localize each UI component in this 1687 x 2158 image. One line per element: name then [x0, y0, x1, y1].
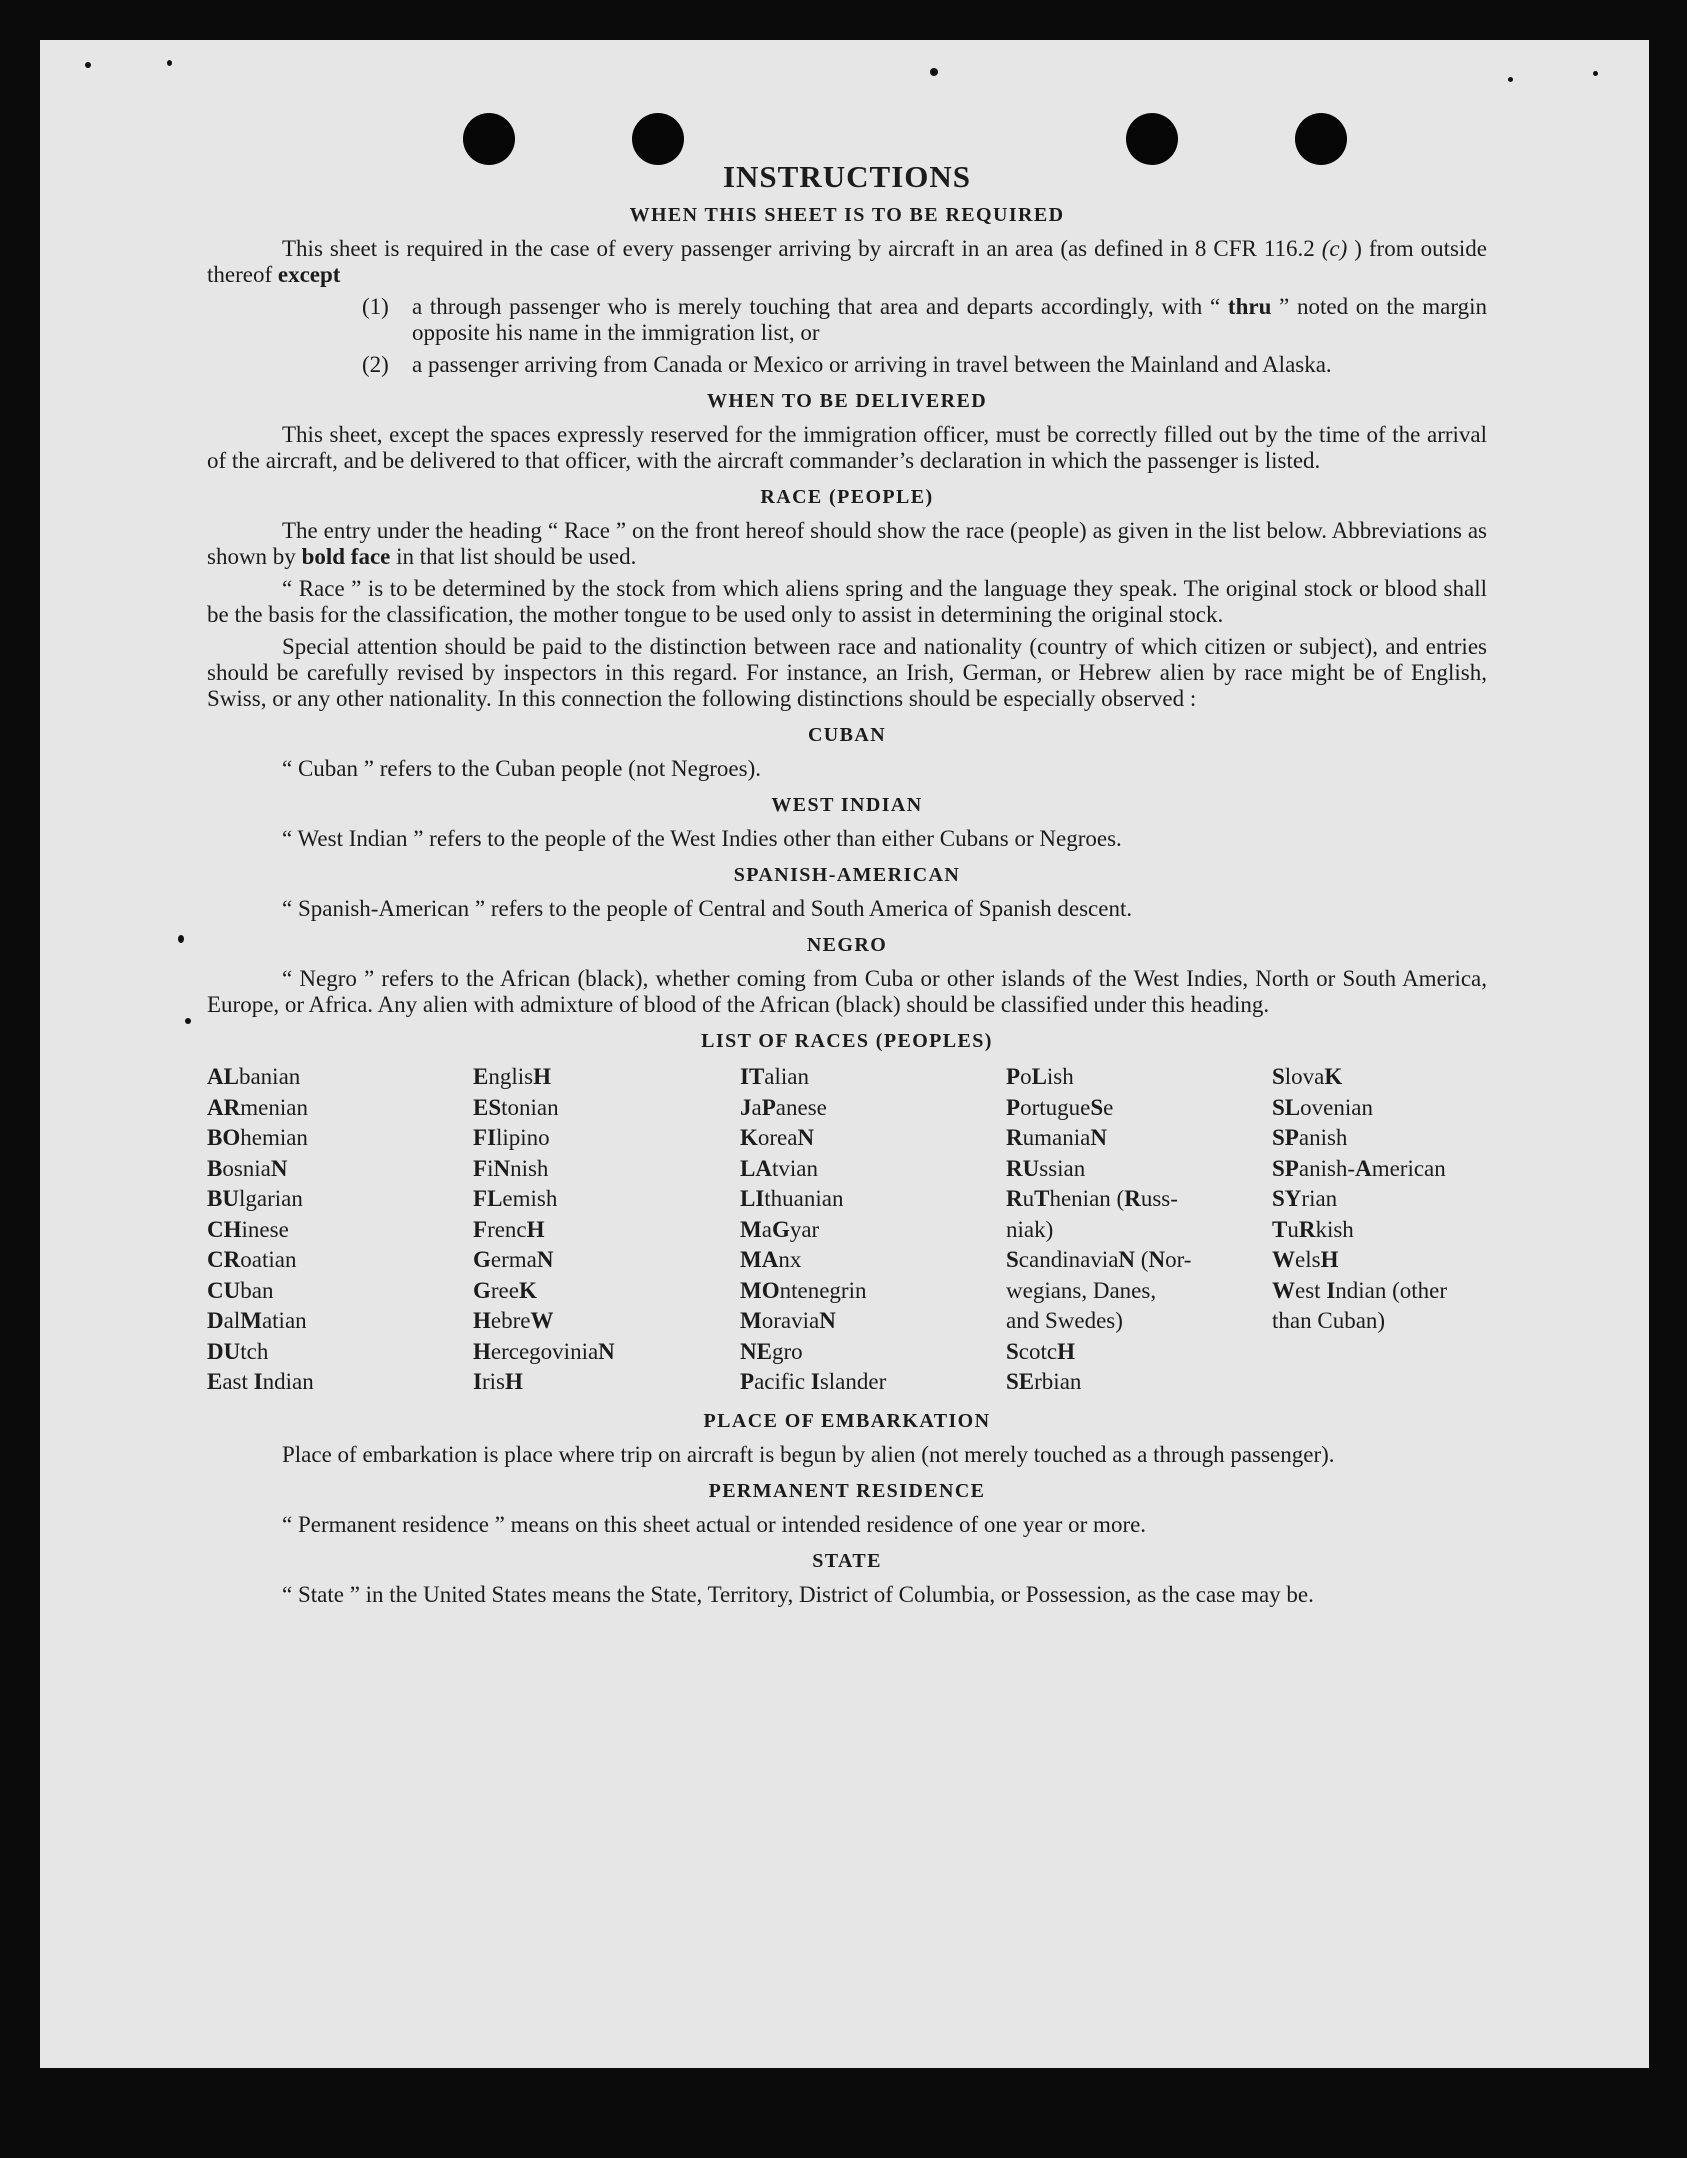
speck	[178, 935, 184, 943]
section-heading: PERMANENT RESIDENCE	[708, 1479, 986, 1502]
race-entry: niak)	[1006, 1216, 1054, 1242]
text: thru	[1227, 294, 1272, 319]
race-entry: ITalian	[740, 1064, 809, 1089]
race-entry: HercegoviniaN	[473, 1338, 615, 1364]
paragraph: This sheet, except the spaces expressly reserved for the immigration officer, must be correctly filled out by the time of the arrival of the aircraft, and be delivered to that officer, with the aircraft commander’s declaration in which the passenger is listed.	[207, 422, 1487, 473]
speck	[185, 1018, 191, 1024]
race-entry: SPanish	[1272, 1125, 1348, 1150]
race-entry: Pacific Islander	[740, 1369, 887, 1394]
section-heading: WHEN THIS SHEET IS TO BE REQUIRED	[629, 204, 1065, 226]
paragraph: “ Negro ” refers to the African (black), whether coming from Cuba or other islands of the West Indies, North or South America, Europe, or Africa. Any alien with admixture of blood of the African (black) should be classified under this heading.	[207, 966, 1487, 1017]
race-column	[1006, 1062, 1272, 1398]
race-entry: East Indian	[207, 1369, 314, 1394]
race-entry: MaGyar	[740, 1216, 820, 1242]
race-entry: RUssian	[1006, 1155, 1086, 1181]
race-entry: SlovaK	[1272, 1064, 1343, 1089]
section-heading: NEGRO	[806, 934, 888, 956]
race-entry: LIthuanian	[740, 1186, 844, 1211]
race-entry: LAtvian	[740, 1155, 818, 1181]
required-intro	[207, 236, 1487, 288]
item-number: (1)	[362, 294, 389, 319]
speck	[930, 68, 938, 76]
race-entry: RumaniaN	[1006, 1125, 1107, 1150]
item-text	[412, 294, 1487, 346]
race-entry: EnglisH	[473, 1064, 551, 1089]
race-entry: JaPanese	[740, 1094, 827, 1120]
text: bold face	[301, 544, 391, 569]
punch-hole	[1126, 113, 1178, 165]
paragraph: Place of embarkation is place where trip on aircraft is begun by alien (not merely touched as a through passenger).	[282, 1441, 1335, 1467]
paragraph: “ Spanish-American ” refers to the people of Central and South America of Spanish descent.	[282, 896, 1133, 921]
race-entry: FiNnish	[473, 1155, 549, 1181]
race-entry: KoreaN	[740, 1125, 815, 1150]
item-text: a passenger arriving from Canada or Mexico or arriving in travel between the Mainland and Alaska.	[412, 352, 1332, 377]
race-entry: ScotcH	[1006, 1338, 1075, 1364]
race-entry: CUban	[207, 1277, 274, 1303]
section-heading: SPANISH-AMERICAN	[733, 864, 961, 886]
race-entry: MoraviaN	[740, 1308, 836, 1333]
race-entry: than Cuban)	[1272, 1308, 1386, 1333]
race-entry: MOntenegrin	[740, 1277, 867, 1303]
race-entry: FIlipino	[473, 1125, 550, 1150]
race-entry: GreeK	[473, 1277, 537, 1303]
paragraph	[207, 518, 1487, 570]
punch-hole	[1295, 113, 1347, 165]
item-number: (2)	[362, 352, 389, 377]
text: ” noted on the margin opposite his name in the immigration list, or	[412, 294, 1488, 345]
text: except	[277, 262, 341, 287]
race-entry: CHinese	[207, 1216, 289, 1242]
speck	[85, 62, 91, 68]
race-entry: GermaN	[473, 1247, 554, 1272]
race-entry: TuRkish	[1272, 1216, 1354, 1242]
text: This sheet is required in the case of every passenger arriving by aircraft in an area (as defined in 8 CFR 116.2	[282, 236, 1322, 261]
section-heading: STATE	[812, 1549, 882, 1572]
race-entry: SPanish-American	[1272, 1155, 1446, 1181]
instructions-content	[207, 160, 1487, 1614]
paragraph: “ Permanent residence ” means on this sheet actual or intended residence of one year or more.	[282, 1511, 1147, 1537]
section-heading: RACE (PEOPLE)	[760, 486, 934, 508]
text: ) from outside thereof	[207, 236, 1488, 287]
race-entry: DUtch	[207, 1338, 269, 1364]
paragraph: “ State ” in the United States means the State, Territory, District of Columbia, or Possession, as the case may be.	[282, 1581, 1314, 1607]
race-entry: BUlgarian	[207, 1186, 303, 1211]
race-entry: BosniaN	[207, 1155, 288, 1181]
race-list	[207, 1062, 1487, 1398]
race-entry: SYrian	[1272, 1186, 1338, 1211]
speck	[167, 60, 172, 66]
list-item	[362, 294, 1487, 346]
race-column	[1272, 1062, 1487, 1398]
paragraph: “ Cuban ” refers to the Cuban people (not Negroes).	[282, 756, 762, 781]
punch-hole	[632, 113, 684, 165]
race-entry: IrisH	[473, 1369, 523, 1394]
list-item	[362, 352, 1487, 378]
section-heading: WEST INDIAN	[771, 794, 923, 816]
race-entry: PortugueSe	[1006, 1094, 1114, 1120]
punch-hole	[463, 113, 515, 165]
text: in that list should be used.	[390, 544, 637, 569]
race-entry: wegians, Danes,	[1006, 1277, 1157, 1303]
race-entry: and Swedes)	[1006, 1308, 1123, 1333]
text: a through passenger who is merely touching that area and departs accordingly, with “	[412, 294, 1228, 319]
race-entry: SLovenian	[1272, 1094, 1373, 1120]
race-column	[207, 1062, 473, 1398]
race-column	[740, 1062, 1006, 1398]
race-entry: CRoatian	[207, 1247, 297, 1272]
section-heading: CUBAN	[807, 724, 887, 746]
race-entry: West Indian (other	[1272, 1277, 1448, 1303]
race-entry: FLemish	[473, 1186, 558, 1211]
race-entry: BOhemian	[207, 1125, 308, 1150]
paragraph: Special attention should be paid to the distinction between race and nationality (country of which citizen or subject), and entries should be carefully revised by inspectors in this regard. For instance, an Irish, German, or Hebrew alien by race might be of English, Swiss, or any other nationality. In this connection the following distinctions should be especially observed :	[207, 634, 1487, 711]
race-entry: PoLish	[1006, 1064, 1074, 1089]
section-heading: WHEN TO BE DELIVERED	[706, 390, 988, 412]
race-entry: ARmenian	[207, 1094, 308, 1120]
race-entry: RuThenian (Russ-	[1006, 1186, 1178, 1211]
race-entry: MAnx	[740, 1247, 802, 1272]
speck	[1593, 71, 1598, 76]
race-entry: SErbian	[1006, 1369, 1082, 1394]
race-entry: WelsH	[1272, 1247, 1339, 1272]
race-entry: HebreW	[473, 1308, 554, 1333]
speck	[1508, 77, 1513, 82]
text: (c)	[1321, 236, 1348, 261]
race-column	[473, 1062, 740, 1398]
race-entry: FrencH	[473, 1216, 545, 1242]
section-heading: PLACE OF EMBARKATION	[703, 1409, 991, 1432]
text: The entry under the heading “ Race ” on the front hereof should show the race (people) as given in the list below. Abbreviations as shown by	[207, 518, 1487, 569]
race-entry: DalMatian	[207, 1308, 307, 1333]
paragraph: “ Race ” is to be determined by the stock from which aliens spring and the language they speak. The original stock or blood shall be the basis for the classification, the mother tongue to be used only to assist in determining the original stock.	[207, 576, 1487, 627]
section-heading: LIST OF RACES (PEOPLES)	[701, 1030, 993, 1052]
race-entry: ScandinaviaN (Nor-	[1006, 1247, 1192, 1272]
race-entry: NEgro	[740, 1338, 803, 1364]
race-entry: ALbanian	[207, 1064, 301, 1089]
page-title: INSTRUCTIONS	[722, 159, 971, 194]
paragraph: “ West Indian ” refers to the people of the West Indies other than either Cubans or Negroes.	[282, 826, 1122, 851]
race-entry: EStonian	[473, 1094, 559, 1120]
